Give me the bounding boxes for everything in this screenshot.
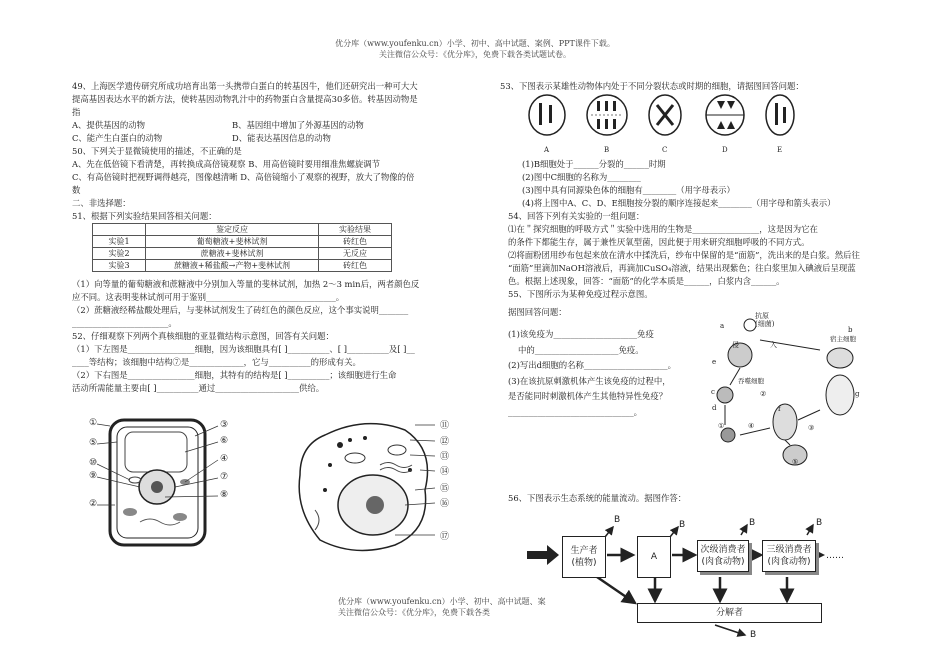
tertiary-consumer-box bbox=[762, 540, 816, 572]
b-label: B bbox=[749, 518, 756, 528]
header-line-2: 关注微信公众号：《优分库》，免费下载各类试题试卷。 bbox=[379, 50, 571, 59]
plant-label: ⑧ bbox=[220, 490, 229, 500]
nucleolus bbox=[366, 496, 384, 514]
q50-line1: 50、下列关于显微镜使用的描述，不正确的是 bbox=[72, 146, 242, 156]
q53-sub2: (2)图中C细胞的名称为________ bbox=[522, 172, 641, 182]
animal-label: ⑭ bbox=[440, 467, 450, 477]
q51-line4: _______________________。 bbox=[72, 318, 177, 328]
invade-label: 侵 bbox=[732, 341, 739, 349]
label-line bbox=[420, 470, 435, 471]
label-c: c bbox=[711, 388, 715, 396]
cell-d bbox=[706, 95, 744, 135]
q54-line5: “面筋”里滴加NaOH溶液后，再滴加CuSO₄溶液，结果出现紫色；往白浆里加入碘液后呈现蓝 bbox=[508, 263, 856, 273]
label-line bbox=[410, 440, 435, 441]
plant-label: ④ bbox=[220, 454, 229, 464]
golgi bbox=[380, 463, 412, 468]
cell-label-a: A bbox=[544, 146, 550, 154]
plant-label: ⑤ bbox=[89, 438, 98, 448]
box-a-label: A bbox=[650, 552, 658, 562]
q49-line2: 提高基因表达水平的新方法，使转基因动物乳汁中的药物蛋白含量提高30多倍。转基因动物是 bbox=[72, 94, 418, 104]
animal-label: ⑬ bbox=[440, 452, 450, 462]
cell-label-d: D bbox=[722, 146, 728, 154]
plant-cell-diagram bbox=[85, 412, 235, 552]
q53-subquestions bbox=[522, 158, 922, 210]
plant-label: ③ bbox=[220, 420, 229, 430]
q55-questions bbox=[508, 327, 698, 420]
label-3: ③ bbox=[808, 424, 815, 432]
table-cell: 砖红色 bbox=[319, 236, 392, 248]
q53-title-block bbox=[500, 80, 900, 93]
cell-c bbox=[649, 95, 681, 135]
label-e: e bbox=[712, 358, 717, 366]
producer-sub: (植物) bbox=[571, 558, 597, 568]
enter-label: 入 bbox=[770, 341, 777, 349]
producer-label: 生产者 bbox=[570, 546, 598, 556]
decomposer-label: 分解者 bbox=[715, 608, 743, 618]
plant-label: ⑩ bbox=[89, 458, 98, 468]
q55-sub4: (3)在该抗原刺激机体产生该免疫的过程中， bbox=[508, 375, 671, 386]
secondary-sub: (肉食动物) bbox=[701, 557, 745, 567]
label-line bbox=[410, 455, 435, 456]
section-title: 二、非选择题： bbox=[72, 198, 131, 208]
q49-option-a: A、提供基因的动物 bbox=[72, 120, 146, 130]
q54-line3: 的条件下都能生存，属于兼性厌氧型菌，因此便于用来研究细胞呼吸的不同方式。 bbox=[508, 237, 810, 247]
footer-line-1: 优分库（www.youfenku.cn）小学、初中、高中试题、案 bbox=[338, 597, 546, 606]
q52-line4: （2）下右图是________________细胞，其特有的结构是[ ]__________；该细胞进行生命 bbox=[72, 370, 397, 380]
q54-line2: ⑴在＂探究细胞的呼吸方式＂实验中选用的生物是________________，这是因为它在 bbox=[508, 224, 818, 234]
phagocyte-label: 吞噬细胞 bbox=[738, 377, 764, 385]
experiment-table bbox=[92, 223, 392, 272]
chloroplast bbox=[173, 513, 187, 521]
table-cell: 实验2 bbox=[93, 248, 146, 260]
q49-option-d: D、能表达基因信息的动物 bbox=[232, 133, 331, 143]
label-2: ② bbox=[760, 390, 767, 398]
label-b: b bbox=[848, 326, 853, 334]
er bbox=[315, 510, 319, 530]
q53-sub3: (3)图中具有同源染色体的细胞有________（用字母表示） bbox=[522, 185, 735, 195]
cell-b bbox=[587, 95, 627, 135]
q52-line5: 活动所需能量主要由[ ]__________通过____________________供给。 bbox=[72, 383, 325, 393]
animal-label: ⑯ bbox=[440, 499, 450, 509]
q55-line2: 据图回答问题： bbox=[508, 307, 567, 317]
energy-flow-arrows bbox=[525, 515, 855, 645]
b-label: B bbox=[614, 515, 621, 525]
q51-line2: 应不同。这表明斐林试剂可用于鉴别_______________________________。 bbox=[72, 292, 345, 302]
animal-label: ⑮ bbox=[440, 484, 450, 494]
cell-a bbox=[529, 95, 565, 135]
host-cell-label: 宿主细胞 bbox=[830, 335, 856, 343]
table-cell: 蔗糖液+斐林试剂 bbox=[146, 248, 319, 260]
header-line-1: 优分库（www.youfenku.cn）小学、初中、高中试题、案例、PPT课件下载。 bbox=[335, 39, 615, 48]
table-header-cell: 鉴定反应 bbox=[146, 224, 319, 236]
b-label: B bbox=[816, 518, 823, 528]
table-row bbox=[93, 236, 392, 248]
host-cell bbox=[827, 348, 853, 368]
table-cell: 实验3 bbox=[93, 260, 146, 272]
label-1: ① bbox=[718, 422, 725, 430]
nucleolus bbox=[151, 481, 163, 493]
q55-line1: 55、下图所示为某种免疫过程示意图。 bbox=[508, 289, 653, 299]
q55-sub3: (2)写出d细胞的名称____________________。 bbox=[508, 360, 676, 370]
q54-line6: 色。根据上述现象，回答：“面筋”的化学本质是______，白浆内含______。 bbox=[508, 276, 785, 286]
b-arrow bbox=[670, 527, 678, 537]
q55-sub2: 中的____________________免疫。 bbox=[518, 344, 644, 355]
q53-title: 53、下图表示某雄性动物体内处于不同分裂状态或时期的细胞，请据图回答问题： bbox=[500, 81, 804, 91]
animal-label: ⑰ bbox=[440, 532, 450, 542]
secondary-consumer-box bbox=[697, 540, 749, 572]
q55-sub6: ______________________________。 bbox=[508, 406, 642, 417]
q51-line3: （2）蔗糖液经稀盐酸处理后，与斐林试剂发生了砖红色的颜色反应，这个事实说明_______ bbox=[72, 305, 409, 315]
page-header bbox=[0, 38, 950, 60]
label-g: g bbox=[855, 390, 860, 398]
q49-line1: 49、上海医学遗传研究所成功培育出第一头携带白蛋白的转基因牛，他们还研究出一种可大大 bbox=[72, 81, 418, 91]
table-header-cell bbox=[93, 224, 146, 236]
secondary-label: 次级消费者 bbox=[700, 545, 746, 555]
label-line bbox=[97, 477, 140, 487]
cell-label-c: C bbox=[662, 146, 668, 154]
label-f: f bbox=[778, 405, 781, 413]
left-column bbox=[72, 80, 472, 223]
animal-label: ⑪ bbox=[440, 421, 450, 431]
antigen-label: 抗原 (细菌) bbox=[755, 312, 775, 328]
animal-cell-diagram bbox=[285, 410, 455, 560]
endoplasmic-reticulum bbox=[140, 519, 180, 525]
q49-option-c: C、能产生白蛋白的动物 bbox=[72, 133, 163, 143]
table-cell: 蔗糖液+稀盐酸→产物+斐林试剂 bbox=[146, 260, 319, 272]
q51-title: 51、根据下列实验结果回答相关问题： bbox=[72, 211, 217, 221]
label-5: ⑤ bbox=[792, 458, 799, 466]
left-column-lower bbox=[72, 278, 472, 395]
cell-d bbox=[721, 428, 735, 442]
chloroplast bbox=[123, 508, 137, 516]
q54-block bbox=[508, 210, 928, 319]
box-a bbox=[637, 536, 671, 578]
b-arrow bbox=[715, 625, 745, 635]
q50-line2: A、先在低倍镜下看清楚，再转换成高倍镜观察 B、用高倍镜时要用细准焦螺旋调节 bbox=[72, 159, 380, 169]
b-arrow bbox=[741, 525, 747, 535]
q54-line1: 54、回答下列有关实验的一组问题： bbox=[508, 211, 645, 221]
q54-line4: ⑵将面粉团用纱布包起来放在清水中揉洗后，纱布中保留的是“面筋”，洗出来的是白浆。然后往 bbox=[508, 250, 860, 260]
table-cell: 实验1 bbox=[93, 236, 146, 248]
mitochondrion bbox=[345, 453, 365, 463]
cell-c bbox=[717, 387, 733, 403]
decay-arrow bbox=[597, 577, 635, 603]
dividing-cells-diagram bbox=[525, 93, 825, 148]
producer-box bbox=[562, 536, 606, 578]
tertiary-sub: (肉食动物) bbox=[767, 557, 811, 567]
q56-title-block bbox=[508, 492, 686, 505]
golgi bbox=[380, 468, 412, 473]
table-header-row bbox=[93, 224, 392, 236]
cell-label-e: E bbox=[777, 146, 783, 154]
arrow bbox=[740, 428, 770, 435]
continuation-dots: …… bbox=[826, 551, 844, 561]
q56-title: 56、下图表示生态系统的能量流动。据图作答： bbox=[508, 493, 687, 503]
b-label: B bbox=[679, 520, 686, 530]
arrow bbox=[785, 440, 790, 445]
table-row bbox=[93, 260, 392, 272]
b-arrow bbox=[807, 525, 813, 535]
table-row bbox=[93, 248, 392, 260]
tertiary-label: 三级消费者 bbox=[766, 545, 812, 555]
q52-line1: 52、仔细观察下列两个真核细胞的亚显微结构示意图，回答有关问题： bbox=[72, 331, 334, 341]
mitochondrion bbox=[129, 477, 141, 483]
b-label: B bbox=[750, 630, 757, 640]
q49-option-b: B、基因组中增加了外源基因的动物 bbox=[232, 120, 364, 130]
cell-g bbox=[826, 375, 854, 415]
q53-sub1: (1)B细胞处于______分裂的______时期 bbox=[522, 159, 666, 169]
table-header-cell: 实验结果 bbox=[319, 224, 392, 236]
cell-f bbox=[773, 404, 797, 440]
animal-label: ⑫ bbox=[440, 437, 450, 447]
arrow bbox=[760, 340, 820, 350]
arrow bbox=[798, 410, 820, 420]
table-cell: 砖红色 bbox=[319, 260, 392, 272]
q50-line3: C、有高倍镜时把视野调得越亮，图像越清晰 D、高倍镜缩小了观察的视野，放大了物像的倍 bbox=[72, 172, 415, 182]
label-line bbox=[405, 503, 435, 505]
input-arrow-head bbox=[547, 545, 559, 565]
plant-label: ⑥ bbox=[220, 436, 229, 446]
label-line bbox=[97, 424, 110, 426]
cell-label-b: B bbox=[604, 146, 610, 154]
q53-sub4: (4)将上图中A、C、D、E细胞按分裂的顺序连接起来________（用字母和箭头表示） bbox=[522, 198, 836, 208]
q55-sub5: 是否能同时刺激机体产生其他特异性免疫？ bbox=[508, 391, 668, 401]
q55-sub1: (1)该免疫为____________________免疫 bbox=[508, 329, 654, 339]
plant-label: ⑦ bbox=[220, 472, 229, 482]
vacuole bbox=[125, 432, 187, 472]
table-cell: 葡萄糖液+斐林试剂 bbox=[146, 236, 319, 248]
b-arrow bbox=[605, 527, 613, 537]
q49-line3: 指 bbox=[72, 107, 81, 117]
decomposer-box bbox=[637, 603, 822, 623]
q52-line2: （1）下左图是________________细胞，因为该细胞具有[ ]__________、[ ]__________及[ ]__ bbox=[72, 344, 415, 354]
table-cell: 无反应 bbox=[319, 248, 392, 260]
mitochondrion bbox=[388, 445, 406, 455]
q52-line3: ____等结构；该细胞中结构⑦是_____________，它与__________的形成有关。 bbox=[72, 357, 361, 367]
label-line bbox=[185, 442, 218, 452]
plant-label: ⑨ bbox=[89, 471, 98, 481]
plant-label: ① bbox=[89, 418, 98, 428]
label-4: ④ bbox=[748, 422, 755, 430]
q51-line1: （1）向等量的葡萄糖液和蔗糖液中分别加入等量的斐林试剂，加热 2～3 min后，两者颜色反 bbox=[72, 279, 420, 289]
label-line bbox=[97, 442, 117, 444]
plant-label: ② bbox=[89, 499, 98, 509]
cell-e bbox=[766, 95, 794, 135]
footer-line-2: 关注微信公众号：《优分库》，免费下载各类 bbox=[338, 608, 490, 617]
label-d: d bbox=[712, 404, 717, 412]
label-a: a bbox=[720, 322, 725, 330]
q50-line4: 数 bbox=[72, 185, 81, 195]
